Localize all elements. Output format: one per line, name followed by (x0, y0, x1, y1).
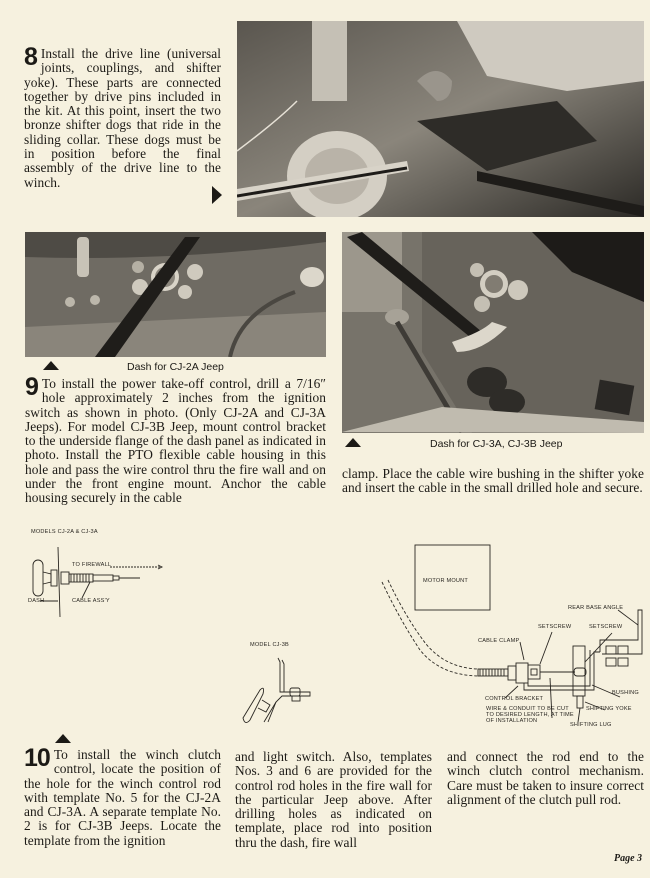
diagram-cj3b (220, 630, 340, 730)
label-control-bracket: CONTROL BRACKET (485, 696, 544, 702)
label-rear-base-angle: REAR BASE ANGLE (568, 605, 624, 611)
step-10-col3 (447, 750, 644, 807)
step-10-col2 (235, 750, 432, 850)
label-setscrew: SETSCREW (538, 624, 572, 630)
photo-dash-cj3a-cj3b (342, 232, 644, 433)
step-number: 8 (24, 43, 37, 71)
step-number: 9 (25, 373, 38, 401)
pointer-arrow-icon (345, 438, 361, 447)
label-to-firewall: TO FIREWALL (72, 562, 112, 568)
pointer-arrow-icon (55, 734, 71, 743)
label-cable-clamp: CABLE CLAMP (478, 638, 520, 644)
step-text-part2: clamp. Place the cable wire bushing in the shifter yoke and insert the cable in the small drilled hole and secure. (342, 466, 644, 496)
continue-arrow-icon (212, 186, 222, 204)
pointer-arrow-icon (43, 361, 59, 370)
diagram-winch-control (380, 540, 650, 730)
step-text-col2: and light switch. Also, templates Nos. 3 and 6 are provided for the control rod holes in the fire wall for the particular Jeep above. After drilling holes as indicated on template, place rod into position thru the dash, fire wall (235, 749, 432, 850)
label-wire-note: TO DESIRED LENGTH, AT TIME (486, 712, 574, 718)
diagram-title: MODEL CJ-3B (250, 642, 289, 648)
label-motor-mount: MOTOR MOUNT (423, 578, 468, 584)
diagram-title: MODELS CJ-2A & CJ-3A (31, 529, 98, 535)
label-shifting-lug: SHIFTING LUG (570, 722, 612, 728)
step-8 (24, 43, 221, 190)
step-text-col3: and connect the rod end to the winch clutch control mechanism. Care must be taken to insure correct alignment of the clutch pull rod. (447, 749, 644, 807)
photo-dash-cj2a (25, 232, 326, 357)
step-number: 10 (24, 744, 50, 772)
label-wire-note: OF INSTALLATION (486, 718, 538, 724)
diagram-cj2a-cj3a (20, 520, 220, 630)
label-setscrew: SETSCREW (589, 624, 623, 630)
label-shifting-yoke: SHIFTING YOKE (586, 706, 632, 712)
label-dash: DASH (28, 598, 45, 604)
step-text-col1: To install the winch clutch control, locate the position of the hole for the winch control rod with template No. 5 for the CJ-2A and CJ-3A. A separate template No. 2 is for CJ-3B Jeeps. Locate the template from the ignition (24, 747, 221, 848)
step-10-col1 (24, 744, 221, 848)
photo-drive-line (237, 21, 644, 217)
step-text-part1: To install the power take-off control, drill a 7/16″ hole approximately 2 inches from the ignition switch as shown in photo. (Only CJ-2A and CJ-3A Jeeps). For model CJ-3B Jeep, mount control bracket to the underside flange of the dash panel as indicated in photo. Install the PTO flexible cable housing in this hole and pass the wire control thru the fire wall and on under the front engine mount. Anchor the cable housing securely in the cable (25, 376, 326, 506)
label-bushing: BUSHING (612, 690, 639, 696)
label-wire-note: WIRE & CONDUIT TO BE CUT (486, 706, 569, 712)
caption-dash-cj2a: Dash for CJ-2A Jeep (127, 361, 224, 373)
caption-dash-cj3a-cj3b: Dash for CJ-3A, CJ-3B Jeep (430, 438, 563, 450)
step-9 (25, 373, 326, 506)
page-number: Page 3 (614, 853, 643, 864)
step-9-continued (342, 467, 644, 496)
label-cable-assy: CABLE ASS'Y (72, 598, 110, 604)
step-text: Install the drive line (universal joints, couplings, and shifter yoke). These parts are connected together by drive pins included in the kit. At this point, insert the two bronze shifter dogs that ride in the sliding collar. These dogs must be in position before the final assembly of the drive line to the winch. (24, 46, 221, 190)
